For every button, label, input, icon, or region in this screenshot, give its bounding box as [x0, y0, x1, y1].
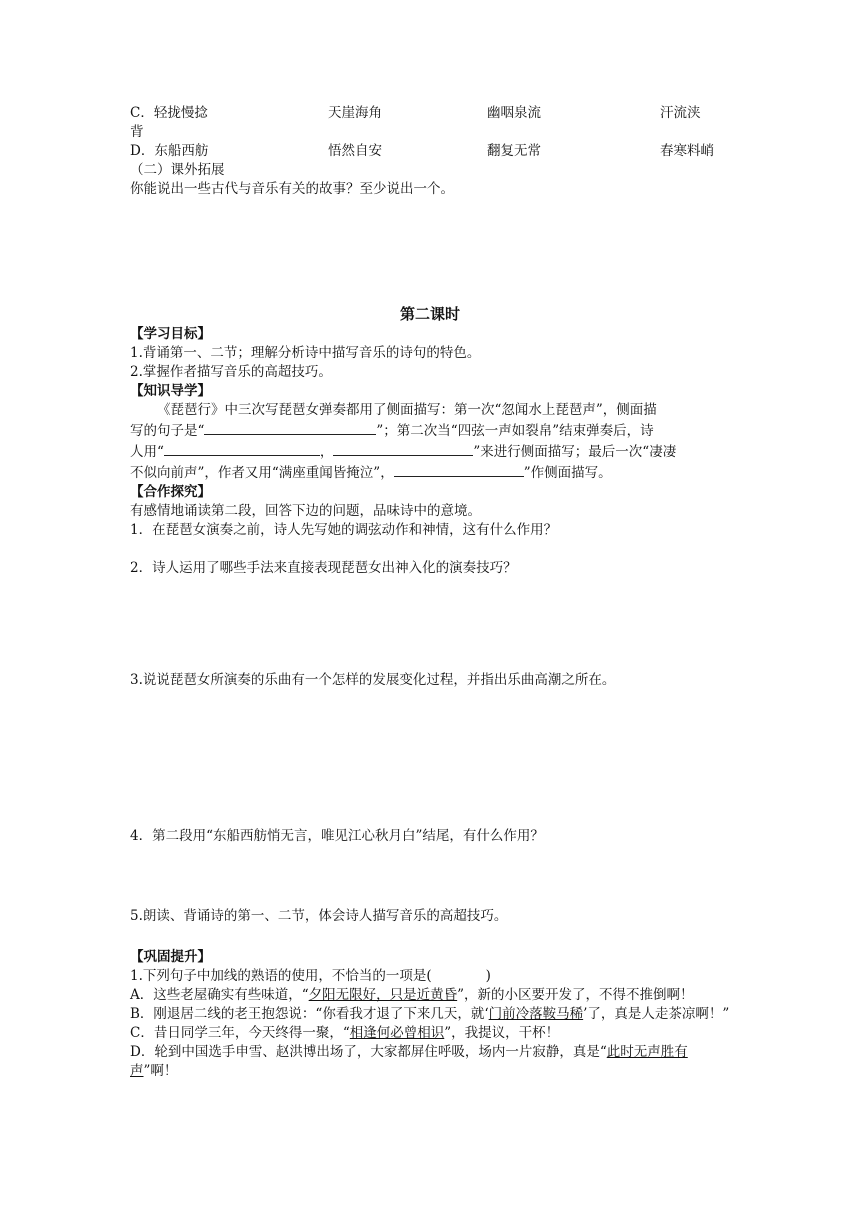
explore-question-5: 5.朗读、背诵诗的第一、二节，体会诗人描写音乐的高超技巧。 [130, 908, 508, 924]
choice-d-text: D．轮到中国选手申雪、赵洪博出场了，大家都屏住呼吸，场内一片寂静，真是“ [130, 1044, 607, 1060]
option-c-item-3: 汗流浃 [660, 105, 701, 121]
choice-b-text: ’了，真是人走茶凉啊！” [583, 1006, 730, 1022]
extension-question: 你能说出一些古代与音乐有关的故事？至少说出一个。 [130, 181, 454, 197]
guide-line-1: 《琵琶行》中三次写琵琶女弹奏都用了侧面描写：第一次“忽闻水上琵琶声”，侧面描 [157, 402, 657, 418]
choice-d-text: ”啊！ [143, 1063, 178, 1079]
explore-question-3: 3.说说琵琶女所演奏的乐曲有一个怎样的发展变化过程，并指出乐曲高潮之所在。 [130, 672, 616, 688]
answer-blank-2[interactable] [164, 441, 320, 456]
explore-question-4: 4．第二段用“东船西舫悄无言，唯见江心秋月白”结尾，有什么作用？ [130, 828, 544, 844]
explore-question-1: 1．在琵琶女演奏之前，诗人先写她的调弦动作和神情，这有什么作用？ [130, 522, 558, 538]
guide-text: ”；第二次当“四弦一声如裂帛”结束弹奏后，诗 [376, 423, 654, 439]
consolidate-question: 1.下列句子中加线的熟语的使用，不恰当的一项是( ) [130, 968, 491, 984]
worksheet-page [130, 104, 730, 1081]
choice-b [130, 1005, 730, 1024]
answer-blank-1[interactable] [204, 420, 376, 435]
option-d-item-2: 翻复无常 [487, 143, 541, 159]
guide-text: 不似向前声”，作者又用“满座重闻皆掩泣”， [130, 465, 394, 481]
choice-d-idiom: 此时无声胜有声 [130, 1044, 688, 1079]
choice-c-text: C．昔日同学三年，今天终得一聚，“ [130, 1025, 350, 1041]
choice-d [130, 1043, 730, 1081]
goals-heading: 【学习目标】 [130, 326, 211, 342]
option-c-label: C．轻拢慢捻 [130, 105, 208, 121]
choice-a-text: A．这些老屋确实有些味道，“ [130, 987, 309, 1003]
option-d-row [130, 142, 730, 161]
choice-c-idiom: 相逢何必曾相识 [349, 1025, 445, 1041]
guide-line-3 [130, 441, 730, 462]
goal-1: 1.背诵第一、二节；理解分析诗中描写音乐的诗句的特色。 [130, 345, 481, 361]
choice-c [130, 1024, 730, 1043]
choice-b-text: B．刚退居二线的老王抱怨说：“你看我才退了下来几天，就‘ [130, 1006, 489, 1022]
guide-line-2 [130, 420, 730, 441]
choice-a-text: ”，新的小区要开发了，不得不推倒啊！ [457, 987, 694, 1003]
option-c-row [130, 104, 730, 123]
consolidate-heading: 【巩固提升】 [130, 949, 211, 965]
guide-text: ”来进行侧面描写；最后一次“凄凄 [473, 444, 677, 460]
explore-intro: 有感情地诵读第二段，回答下边的问题，品味诗中的意境。 [130, 503, 481, 519]
explore-question-2: 2．诗人运用了哪些手法来直接表现琵琶女出神入化的演奏技巧？ [130, 560, 517, 576]
guide-text: ， [319, 444, 334, 460]
guide-text: 写的句子是“ [130, 423, 205, 439]
option-d-label: D．东船西舫 [130, 143, 209, 159]
guide-text: ”作侧面描写。 [523, 465, 612, 481]
choice-c-text: ”，我提议，干杯！ [444, 1025, 560, 1041]
answer-blank-3[interactable] [333, 441, 473, 456]
answer-blank-4[interactable] [394, 462, 524, 477]
goal-2: 2.掌握作者描写音乐的高超技巧。 [130, 364, 332, 380]
option-c-wrap-text: 背 [130, 124, 144, 140]
choice-a [130, 986, 730, 1005]
extension-heading: （二）课外拓展 [130, 162, 225, 178]
explore-heading: 【合作探究】 [130, 484, 211, 500]
option-d-item-3: 春寒料峭 [660, 143, 714, 159]
lesson-title: 第二课时 [399, 305, 460, 323]
option-c-item-2: 幽咽泉流 [487, 105, 541, 121]
choice-b-idiom: 门前冷落鞍马稀 [488, 1006, 584, 1022]
guide-heading: 【知识导学】 [130, 383, 211, 399]
option-c-wrap [130, 123, 730, 142]
guide-line-4 [130, 462, 730, 483]
choice-a-idiom: 夕阳无限好，只是近黄昏 [308, 987, 458, 1003]
option-c-item-1: 天崖海角 [328, 105, 382, 121]
option-d-item-1: 悟然自安 [328, 143, 382, 159]
guide-text: 人用“ [130, 444, 164, 460]
